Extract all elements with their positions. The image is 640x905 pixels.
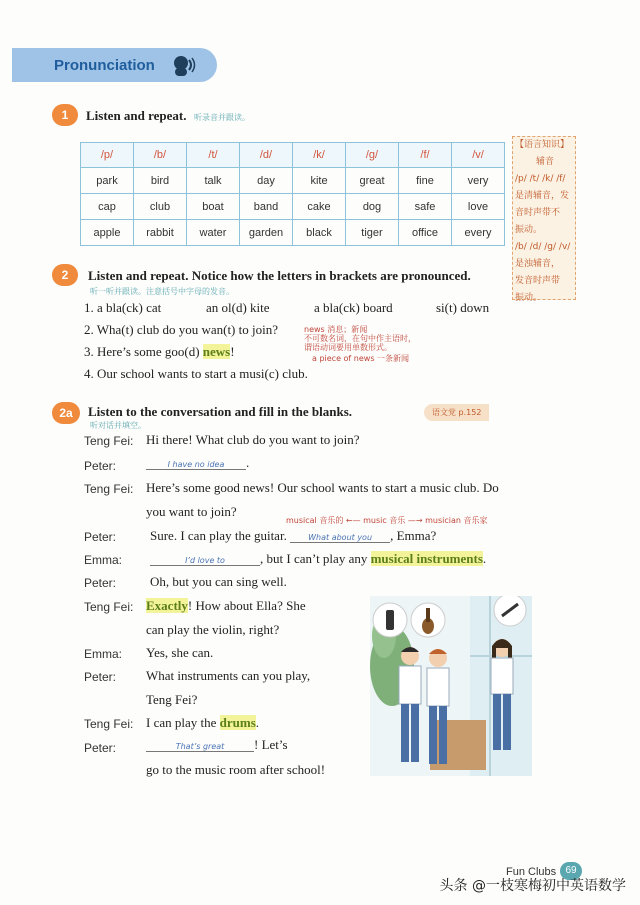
news-annotation-1: news 消息；新闻 — [304, 325, 368, 334]
example-3-text: 3. Here’s some goo(d) — [84, 344, 203, 359]
speaker-label: Teng Fei: — [84, 717, 134, 731]
phonics-row — [81, 194, 505, 220]
section-2a-title: Listen to the conversation and fill in the blanks. — [88, 404, 353, 419]
word-cell: love — [452, 194, 505, 220]
dialogue-line — [150, 528, 436, 544]
answer-blank: I’d love to — [150, 556, 260, 566]
sidebar-line: 振动。 — [515, 293, 543, 303]
word-cell: day — [240, 168, 293, 194]
speaker-label: Teng Fei: — [84, 434, 134, 448]
page-number: 69 — [560, 862, 582, 880]
section-1-badge: 1 — [52, 104, 78, 126]
word-cell: apple — [81, 220, 134, 246]
word-cell: every — [452, 220, 505, 246]
phoneme-header: /f/ — [399, 143, 452, 168]
dialogue-line: Yes, she can. — [146, 645, 214, 660]
speaker-label: Emma: — [84, 647, 123, 661]
word-cell: kite — [293, 168, 346, 194]
speaker-label: Peter: — [84, 741, 117, 755]
dialogue-text: , but I can’t play any — [260, 551, 371, 566]
musical-instruments-highlight: musical instruments — [370, 551, 483, 566]
example-4: 4. Our school wants to start a musi(c) club. — [84, 366, 308, 381]
dialogue-line: Teng Fei? — [146, 692, 198, 707]
dialogue-line — [150, 551, 486, 567]
sidebar-line: /b/ /d/ /g/ /v/ — [515, 242, 571, 252]
word-cell: boat — [187, 194, 240, 220]
dialogue-line: Here’s some good news! Our school wants to start a music club. Do — [146, 480, 499, 495]
dialogue-line: go to the music room after school! — [146, 762, 326, 777]
answer-blank: What about you — [290, 533, 390, 543]
dialogue-text: , Emma? — [390, 528, 437, 543]
phonics-table — [80, 142, 505, 246]
exactly-highlight: Exactly — [146, 598, 188, 613]
speaker-label: Peter: — [84, 670, 117, 684]
word-cell: talk — [187, 168, 240, 194]
news-highlight: news — [202, 344, 231, 359]
sidebar-line: 辅音 — [535, 157, 554, 167]
dialogue-text: Sure. I can play the guitar. — [150, 528, 291, 543]
dialogue-line — [146, 737, 288, 753]
unit-title: Fun Clubs — [506, 866, 557, 878]
word-cell: band — [240, 194, 293, 220]
phonics-row — [81, 220, 505, 246]
phoneme-header: /p/ — [81, 143, 134, 168]
dialogue-text: . — [482, 551, 487, 566]
dialogue-line: Oh, but you can sing well. — [150, 574, 287, 589]
phonics-row — [81, 168, 505, 194]
word-cell: office — [399, 220, 452, 246]
sidebar-line: 发音时声带 — [515, 276, 561, 286]
speaker-label: Teng Fei: — [84, 600, 134, 614]
phoneme-header: /b/ — [134, 143, 187, 168]
word-cell: cake — [293, 194, 346, 220]
musical-annotation: musical 音乐的 ←— music 音乐 —→ musician 音乐家 — [286, 516, 488, 525]
example-1d: si(t) down — [436, 300, 490, 315]
phonics-header-row — [81, 143, 505, 168]
word-cell: club — [134, 194, 187, 220]
sidebar-line: 振动。 — [515, 225, 543, 235]
section-1-note: 听录音并跟读。 — [194, 113, 250, 122]
word-cell: park — [81, 168, 134, 194]
section-2a-badge: 2a — [52, 402, 80, 424]
section-1-title: Listen and repeat. — [86, 108, 187, 123]
dialogue-line: What instruments can you play, — [146, 668, 311, 683]
word-cell: bird — [134, 168, 187, 194]
section-2-title: Listen and repeat. Notice how the letters in brackets are pronounced. — [88, 268, 471, 283]
language-knowledge-box — [512, 136, 576, 303]
phoneme-header: /g/ — [346, 143, 399, 168]
speaker-label: Teng Fei: — [84, 482, 134, 496]
reference-tag: 语文党 p.152 — [424, 404, 489, 421]
word-cell: cap — [81, 194, 134, 220]
sidebar-line: 是清辅音，发 — [515, 191, 570, 201]
news-annotation-3: 谓语动词要用单数形式。 — [304, 343, 392, 352]
news-annotation-4: a piece of news 一条新闻 — [312, 354, 410, 363]
word-cell: great — [346, 168, 399, 194]
phoneme-header: /v/ — [452, 143, 505, 168]
example-3 — [84, 344, 235, 360]
banner-title: Pronunciation — [54, 57, 155, 74]
word-cell: rabbit — [134, 220, 187, 246]
answer-blank: I have no idea — [146, 460, 246, 470]
section-2-badge: 2 — [52, 264, 78, 286]
example-1a: 1. a bla(ck) cat — [84, 300, 162, 315]
dialogue-text: . — [246, 455, 250, 470]
dialogue-text: ! Let’s — [254, 737, 288, 752]
sidebar-title: 【语言知识】 — [515, 140, 570, 150]
word-cell: garden — [240, 220, 293, 246]
dialogue-line — [146, 598, 306, 614]
word-cell: fine — [399, 168, 452, 194]
students-illustration — [370, 596, 532, 776]
dialogue-text: ! How about Ella? She — [187, 598, 306, 613]
dialogue-text: . — [255, 715, 260, 730]
drums-highlight: drums — [219, 715, 256, 730]
word-cell: very — [452, 168, 505, 194]
word-cell: dog — [346, 194, 399, 220]
example-1b: an ol(d) kite — [206, 300, 270, 315]
section-2a-note: 听对话并填空。 — [90, 421, 146, 430]
sidebar-line: /p/ /t/ /k/ /f/ — [515, 174, 566, 184]
speaker-label: Peter: — [84, 576, 117, 590]
sidebar-line: 是浊辅音， — [515, 259, 561, 269]
speaker-label: Emma: — [84, 553, 123, 567]
dialogue-line: can play the violin, right? — [146, 622, 280, 637]
speaker-label: Peter: — [84, 530, 117, 544]
dialogue-text: I can play the — [146, 715, 220, 730]
section-2-note: 听一听并跟读。注意括号中字母的发音。 — [90, 287, 234, 296]
phoneme-header: /d/ — [240, 143, 293, 168]
sidebar-line: 音时声带不 — [515, 208, 561, 218]
dialogue-line: Hi there! What club do you want to join? — [146, 432, 360, 447]
dialogue-line: you want to join? — [146, 504, 237, 519]
phoneme-header: /t/ — [187, 143, 240, 168]
word-cell: safe — [399, 194, 452, 220]
dialogue-line — [146, 455, 249, 471]
answer-blank: That’s great — [146, 742, 254, 752]
watermark: 头条 @一枝寒梅初中英语数学 — [439, 878, 626, 894]
headphones-icon — [170, 52, 196, 78]
phoneme-header: /k/ — [293, 143, 346, 168]
word-cell: tiger — [346, 220, 399, 246]
word-cell: black — [293, 220, 346, 246]
example-3-end: ! — [230, 344, 235, 359]
speaker-label: Peter: — [84, 459, 117, 473]
dialogue-line — [146, 715, 259, 731]
example-2: 2. Wha(t) club do you wan(t) to join? — [84, 322, 278, 337]
news-annotation-2: 不可数名词，在句中作主语时， — [304, 334, 416, 343]
word-cell: water — [187, 220, 240, 246]
example-1c: a bla(ck) board — [314, 300, 393, 315]
